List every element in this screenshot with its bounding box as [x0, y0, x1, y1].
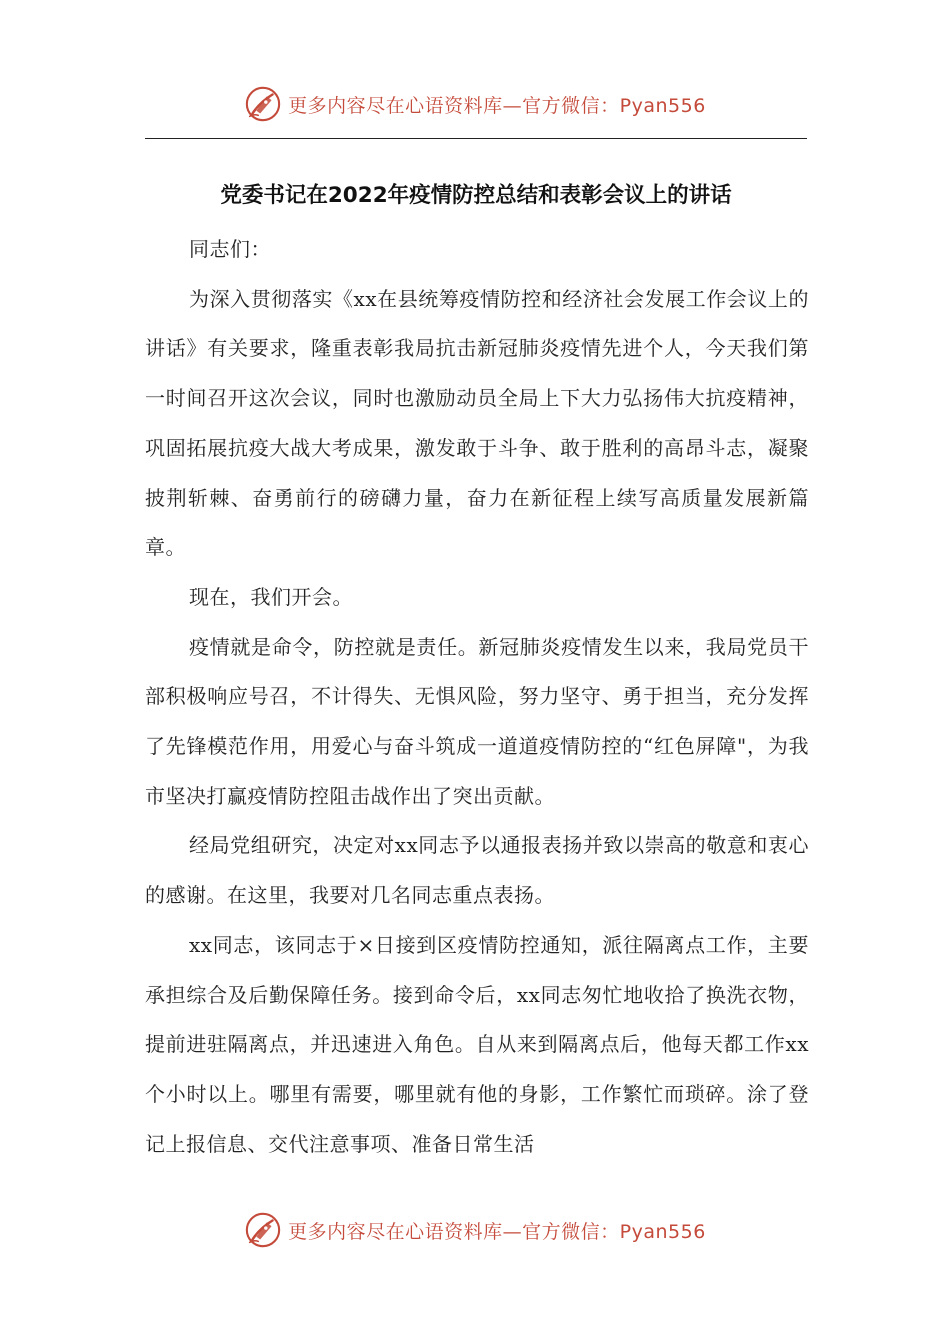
- paragraph-individual: xx同志，该同志于×日接到区疫情防控通知，派往隔离点工作，主要承担综合及后勤保障任务。接到命令后，xx同志匆忙地收拾了换洗衣物，提前进驻隔离点，并迅速进入角色。自从来到隔离点后，他每天都工作xx个小时以上。哪里有需要，哪里就有他的身影，工作繁忙而琐碎。涂了登记上报信息、交代注意事项、准备日常生活: [145, 932, 809, 1156]
- header-watermark: [0, 82, 950, 126]
- document-body: [145, 225, 809, 1169]
- paragraph-opening: 现在，我们开会。: [189, 584, 353, 609]
- pen-nib-logo-icon: [244, 85, 282, 123]
- paragraph-salutation: 同志们：: [189, 237, 271, 261]
- header-divider: [145, 138, 807, 139]
- document-title: 党委书记在2022年疫情防控总结和表彰会议上的讲话: [220, 183, 732, 208]
- footer-watermark: [0, 1208, 950, 1252]
- paragraph-achievements: 疫情就是命令，防控就是责任。新冠肺炎疫情发生以来，我局党员干部积极响应号召，不计得失、无惧风险，努力坚守、勇于担当，充分发挥了先锋模范作用，用爱心与奋斗筑成一道道疫情防控的“红色屏障"，为我市坚决打赢疫情防控阻击战作出了突出贡献。: [145, 634, 809, 808]
- watermark-text: 更多内容尽在心语资料库—官方微信：Pyan556: [288, 1220, 706, 1243]
- paragraph-commendation: 经局党组研究，决定对xx同志予以通报表扬并致以崇高的敬意和衷心的感谢。在这里，我要对几名同志重点表扬。: [145, 833, 809, 908]
- paragraph-intro: 为深入贯彻落实《xx在县统筹疫情防控和经济社会发展工作会议上的讲话》有关要求，隆重表彰我局抗击新冠肺炎疫情先进个人，今天我们第一时间召开这次会议，同时也激励动员全局上下大力弘扬伟大抗疫精神，巩固拓展抗疫大战大考成果，激发敢于斗争、敢于胜利的高昂斗志，凝聚披荆斩棘、奋勇前行的磅礴力量，奋力在新征程上续写高质量发展新篇章。: [145, 286, 809, 560]
- pen-nib-logo-icon: [244, 1211, 282, 1249]
- watermark-wechat-id: Pyan556: [619, 1220, 706, 1243]
- watermark-wechat-id: Pyan556: [619, 94, 706, 117]
- watermark-text: 更多内容尽在心语资料库—官方微信：Pyan556: [288, 94, 706, 117]
